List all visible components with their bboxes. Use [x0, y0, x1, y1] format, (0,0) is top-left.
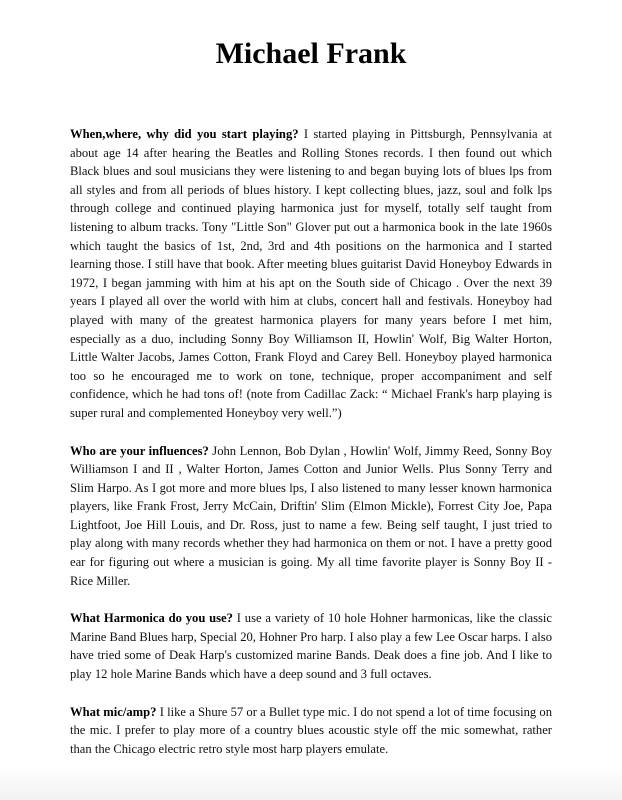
answer-mic-amp: I like a Shure 57 or a Bullet type mic. I do not spend a lot of time focusing on the mic. I prefer to play more of a country blues acoustic style off the mic somewhat, rather than the Chicago electric retro style most harp players emulate.: [70, 704, 553, 756]
question-mic-amp: What mic/amp?: [70, 704, 157, 719]
interview-body: [70, 125, 552, 777]
question-harmonica: What Harmonica do you use?: [70, 611, 233, 626]
qa-paragraph-mic-amp: [70, 703, 552, 759]
page-title: Michael Frank: [215, 37, 407, 70]
answer-influences: John Lennon, Bob Dylan , Howlin' Wolf, Jimmy Reed, Sonny Boy Williamson I and II , Walter Horton, James Cotton and Junior Wells. Plus Sonny Terry and Slim Harpo. As I got more and more blues lps, I also listened to many lesser known harmonica players, like Frank Frost, Jerry McCain, Driftin' Slim (Elmon Mickle), Forrest City Joe, Papa Lightfoot, Joe Hill Louis, and Dr. Ross, just to name a few. Being self taught, I just tried to play along with many records whether they had harmonica on them or not. I have a pretty good ear for figuring out where a musician is going. My all time favorite player is Sonny Boy II - Rice Miller.: [70, 443, 552, 588]
question-influences: Who are your influences?: [70, 443, 209, 458]
qa-paragraph-influences: [70, 442, 552, 591]
answer-start-playing: I started playing in Pittsburgh, Pennsylvania at about age 14 after hearing the Beatles and Rolling Stones records. I then found out which Black blues and soul musicians they were listening to and began buying lots of blues lps from all styles and from all periods of blues history. I kept collecting blues, jazz, soul and folk lps through college and continued playing harmonica just for myself, totally self taught from listening to album tracks. Tony "Little Son" Glover put out a harmonica book in the late 1960s which taught the basics of 1st, 2nd, 3rd and 4th positions on the harmonica and I started learning those. I still have that book. After meeting blues guitarist David Honeyboy Edwards in 1972, I began jamming with him at his apt on the South side of Chicago . Over the next 39 years I played all over the world with him at clubs, concert hall and festivals. Honeyboy had played with many of the greatest harmonica players for many years before I met him, especially as a duo, including Sonny Boy Williamson II, Howlin' Wolf, Big Walter Horton, Little Walter Jacobs, James Cotton, Frank Floyd and Carey Bell. Honeyboy played harmonica too so he encouraged me to work on tone, technique, proper accompaniment and self confidence, which he had tons of! (note from Cadillac Zack: “ Michael Frank's harp playing is super rural and complemented Honeyboy very well.”): [70, 127, 552, 420]
question-start-playing: When,where, why did you start playing?: [70, 127, 299, 141]
qa-paragraph-harmonica: [70, 609, 552, 683]
qa-paragraph-start-playing: [70, 125, 552, 423]
answer-harmonica: I use a variety of 10 hole Hohner harmonicas, like the classic Marine Band Blues harp, Special 20, Hohner Pro harp. I also play a few Lee Oscar harps. I also have tried some of Deak Harp's customized marine Bands. Deak does a fine job. And I like to play 12 hole Marine Bands which have a deep sound and 3 full octaves.: [70, 611, 552, 682]
